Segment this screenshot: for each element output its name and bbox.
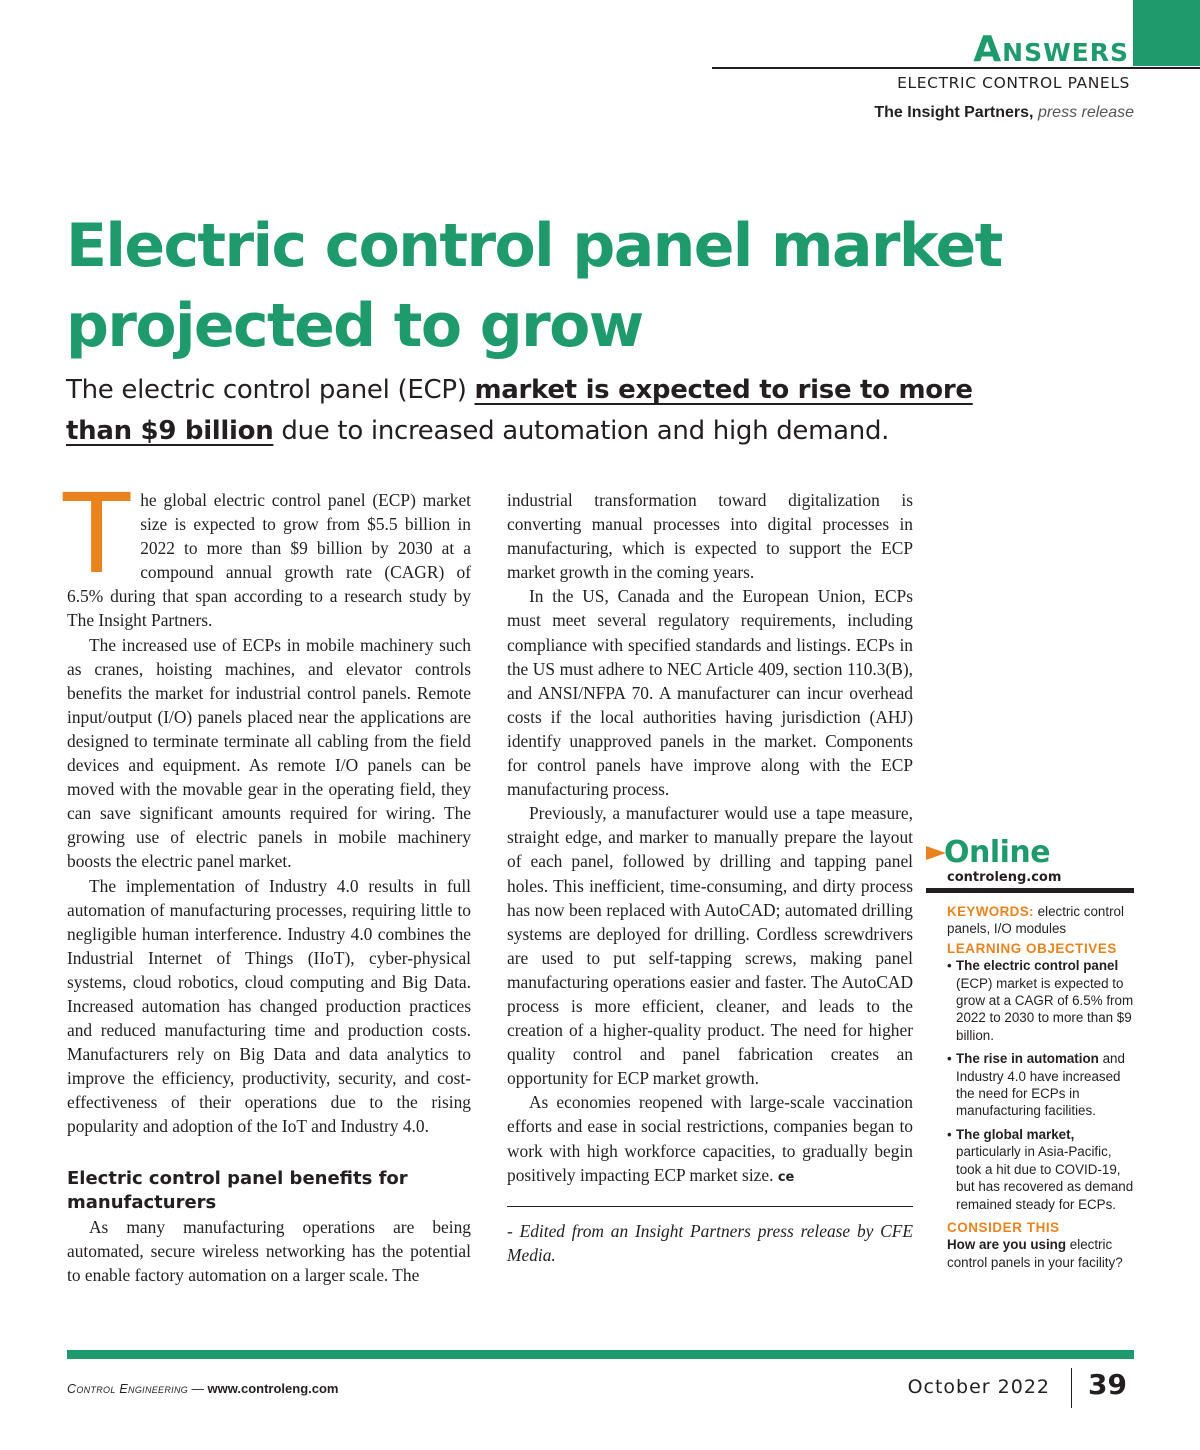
end-mark: ce	[777, 1169, 795, 1185]
online-rule	[926, 888, 1134, 893]
objective-text: and Industry 4.0 have increased the need for ECPs in manufacturing facilities.	[956, 1051, 1125, 1119]
footer-publication	[67, 1380, 338, 1398]
list-item	[947, 1050, 1134, 1120]
section-subhead: Electric control panel benefits for manufacturers	[67, 1167, 408, 1213]
list-item	[947, 1126, 1134, 1213]
objective-text: particularly in Asia-Pacific, took a hit due to COVID-19, but has recovered as demand remained steady for ECPs.	[956, 1144, 1134, 1212]
body-paragraph: The increased use of ECPs in mobile machinery such as cranes, hoisting machines, and elevator controls benefits the market for industrial control panels. Remote input/output (I/O) panels placed near the applications are designed to terminate terminate all cabling from the field devices and equipment. As remote I/O panels can be moved with the movable gear in the operating field, they can save significant amounts required for wiring. The growing use of electric panels in mobile machinery boosts the electric panel market.	[67, 634, 471, 872]
section-label: Answers	[973, 29, 1129, 70]
footer-divider	[1071, 1368, 1072, 1408]
objectives-heading: LEARNING OBJECTIVES	[947, 940, 1117, 956]
footer-rule	[67, 1350, 1134, 1359]
body-paragraph: As many manufacturing operations are being automated, secure wireless networking has the potential to enable factory automation on a larger scale. The	[67, 1216, 471, 1285]
consider-body: electric control panels in your facility?	[947, 1237, 1123, 1270]
deck-lead: The electric control panel (ECP)	[66, 375, 475, 405]
objective-lead: The rise in automation	[956, 1051, 1099, 1067]
body-paragraph: The implementation of Industry 4.0 results in full automation of manufacturing processes, requiring little to negligible human interference. Industry 4.0 combines the Industrial Internet of Things (IIoT), cyber-physical systems, cloud robotics, cloud computing and Big Data. Increased automation has changed production practices and reduced manufacturing time and production costs. Manufacturers rely on Big Data and data analytics to improve the efficiency, productivity, security, and cost-effectiveness of their operations due to the rising popularity and adoption of the IoT and Industry 4.0.	[67, 875, 471, 1137]
article-deck	[66, 370, 1026, 452]
keywords-text: electric control panels, I/O modules	[947, 904, 1124, 937]
footer-website[interactable]: www.controleng.com	[207, 1381, 339, 1396]
consider-lead: How are you using	[947, 1237, 1067, 1253]
credit-rule	[507, 1206, 913, 1207]
body-paragraph: Previously, a manufacturer would use a tape measure, straight edge, and marker to manually prepare the layout of each panel, followed by drilling and tapping panel holes. This inefficient, time-consuming, and dirty process has now been replaced with AutoCAD; automated drilling systems are deployed for drilling. Cordless screwdrivers are used to put self-tapping screws, making panel manufacturing operations easier and faster. The AutoCAD process is more efficient, cleaner, and leads to the creation of a higher-quality product. The need for higher quality control and panel fabrication creates an opportunity for ECP market growth.	[507, 803, 913, 1089]
consider-text	[947, 1236, 1134, 1271]
source-credit	[874, 102, 1134, 124]
source-name: The Insight Partners,	[874, 104, 1034, 121]
online-label: Online	[944, 835, 1051, 870]
body-column-1	[63, 470, 471, 1287]
consider-heading: CONSIDER THIS	[947, 1219, 1060, 1235]
learning-sidebar	[947, 903, 1134, 1271]
objectives-list	[947, 957, 1134, 1213]
source-type: press release	[1037, 104, 1134, 121]
body-paragraph	[507, 1090, 913, 1189]
list-item	[947, 957, 1134, 1044]
online-badge[interactable]	[926, 836, 1134, 893]
arrow-icon	[926, 846, 946, 860]
section-tab	[1133, 0, 1200, 66]
online-link[interactable]: controleng.com	[947, 870, 1062, 885]
issue-date: October 2022	[907, 1376, 1050, 1398]
editor-credit: - Edited from an Insight Partners press release by CFE Media.	[507, 1220, 913, 1265]
objective-text: (ECP) market is expected to grow at a CAGR of 6.5% from 2022 to 2030 to more than $9 billion.	[956, 975, 1134, 1043]
body-column-2	[507, 488, 913, 1267]
paragraph-text: he global electric control panel (ECP) market size is expected to grow from $5.5 billion in 2022 to more than $9 billion by 2030 at a compound annual growth rate (CAGR) of 6.5% during that span according to a research study by The Insight Partners.	[67, 490, 471, 631]
keywords-label: KEYWORDS:	[947, 904, 1034, 919]
page-number: 39	[1088, 1368, 1127, 1401]
deck-highlight: market is expected to rise to more than $9 billion	[66, 375, 973, 446]
body-paragraph: In the US, Canada and the European Union, ECPs must meet several regulatory requirements, including compliance with specified standards and listings. ECPs in the US must adhere to NEC Article 409, section 110.3(B), and ANSI/NFPA 70. A manufacturer can incur overhead costs if the local authorities having jurisdiction (AHJ) identify unapproved panels in the market. Components for control panels have improve along with the ECP manufacturing process.	[507, 586, 913, 800]
drop-cap: T	[63, 470, 131, 598]
paragraph-text: As economies reopened with large-scale vaccination efforts and ease in social restrictions, companies began to work with high workforce capacities, to gradually begin positively impacting ECP market size.	[507, 1092, 913, 1185]
footer-dash: —	[188, 1382, 208, 1396]
deck-tail: due to increased automation and high demand.	[273, 416, 890, 446]
objective-lead: The electric control panel	[956, 958, 1119, 974]
article-title: Electric control panel market projected to grow	[66, 211, 1002, 361]
body-paragraph: industrial transformation toward digitalization is converting manual processes into digital processes in manufacturing, which is expected to support the ECP market growth in the coming years.	[507, 490, 913, 583]
keywords-block	[947, 903, 1134, 938]
body-paragraph	[63, 470, 471, 633]
objective-lead: The global market,	[956, 1126, 1075, 1142]
publication-name: Control Engineering	[67, 1382, 189, 1396]
topic-label: ELECTRIC CONTROL PANELS	[897, 74, 1130, 92]
